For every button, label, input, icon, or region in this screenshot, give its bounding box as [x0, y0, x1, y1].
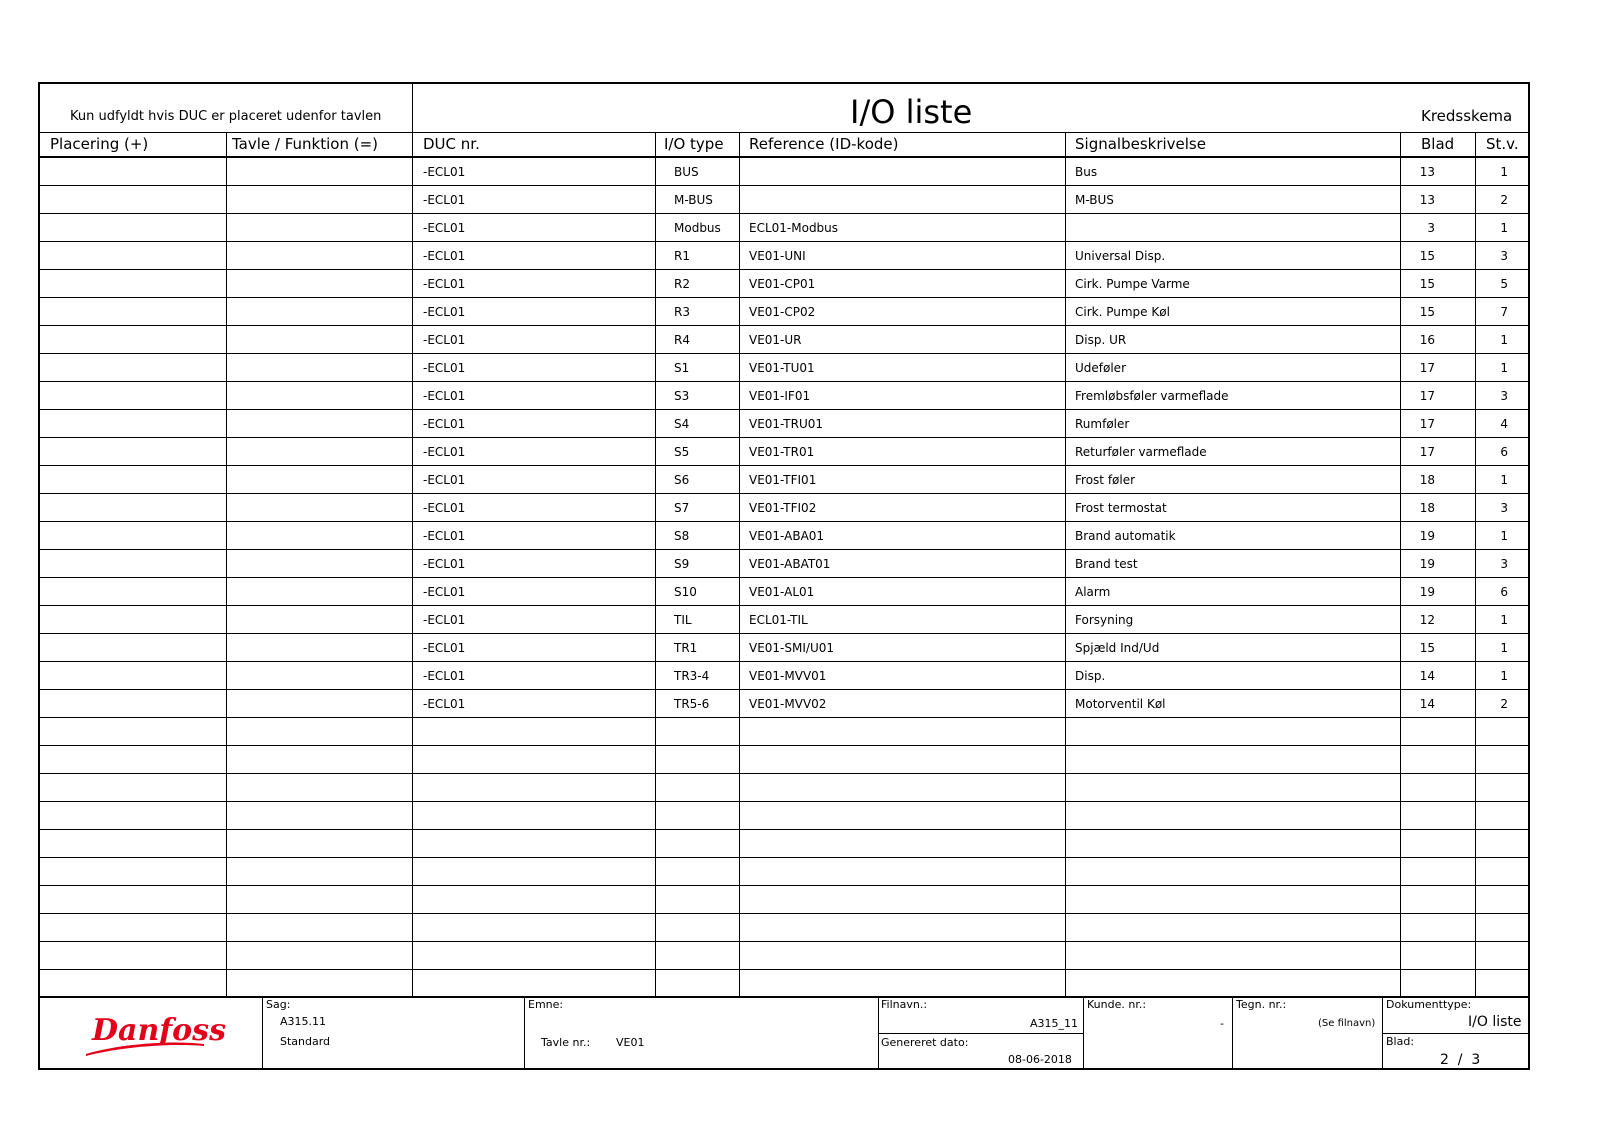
cell-reference: VE01-ABAT01 — [749, 557, 831, 571]
row-divider — [40, 913, 1528, 914]
cell-blad: 17 — [1419, 445, 1435, 459]
tb-divider-2 — [524, 996, 525, 1070]
cell-reference: VE01-SMI/U01 — [749, 641, 834, 655]
tegn-label: Tegn. nr.: — [1236, 998, 1287, 1011]
cell-io-type: S4 — [674, 417, 690, 431]
cell-stv: 3 — [1500, 249, 1508, 263]
row-divider — [40, 885, 1528, 886]
cell-blad: 13 — [1419, 165, 1435, 179]
cell-io-type: S10 — [674, 585, 697, 599]
cell-io-type: R4 — [674, 333, 690, 347]
cell-duc: -ECL01 — [423, 501, 466, 515]
cell-duc: -ECL01 — [423, 389, 466, 403]
row-divider — [40, 829, 1528, 830]
column-divider — [1400, 132, 1401, 997]
doktype-label: Dokumenttype: — [1386, 998, 1472, 1011]
cell-signal: Fremløbsføler varmeflade — [1075, 389, 1229, 403]
tb-mid-line-2 — [1382, 1033, 1528, 1034]
cell-blad: 19 — [1419, 585, 1435, 599]
row-divider — [40, 381, 1528, 382]
doktype-value: I/O liste — [1468, 1014, 1522, 1030]
col-header-tavle: Tavle / Funktion (=) — [232, 135, 379, 153]
row-divider — [40, 297, 1528, 298]
cell-stv: 1 — [1500, 333, 1508, 347]
emne-label: Emne: — [528, 998, 564, 1011]
cell-signal: Rumføler — [1075, 417, 1130, 431]
row-divider — [40, 577, 1528, 578]
cell-duc: -ECL01 — [423, 473, 466, 487]
cell-io-type: Modbus — [674, 221, 721, 235]
cell-signal: Alarm — [1075, 585, 1111, 599]
row-divider — [40, 801, 1528, 802]
cell-blad: 19 — [1419, 557, 1435, 571]
cell-duc: -ECL01 — [423, 277, 466, 291]
cell-stv: 2 — [1500, 193, 1508, 207]
cell-blad: 15 — [1419, 249, 1435, 263]
blad-value: 2 / 3 — [1440, 1052, 1481, 1068]
cell-duc: -ECL01 — [423, 221, 466, 235]
cell-reference: ECL01-TIL — [749, 613, 808, 627]
row-divider — [40, 185, 1528, 186]
danfoss-logo — [80, 1004, 226, 1060]
cell-io-type: TR5-6 — [674, 697, 710, 711]
cell-io-type: S5 — [674, 445, 690, 459]
cell-stv: 7 — [1500, 305, 1508, 319]
cell-io-type: BUS — [674, 165, 699, 179]
cell-blad: 18 — [1419, 473, 1435, 487]
cell-reference: VE01-TU01 — [749, 361, 815, 375]
cell-blad: 15 — [1419, 277, 1435, 291]
row-divider — [40, 857, 1528, 858]
cell-signal: Udeføler — [1075, 361, 1126, 375]
cell-blad: 18 — [1419, 501, 1435, 515]
cell-signal: Universal Disp. — [1075, 249, 1166, 263]
row-divider — [40, 493, 1528, 494]
cell-signal: Spjæld Ind/Ud — [1075, 641, 1160, 655]
row-divider — [40, 605, 1528, 606]
cell-io-type: S9 — [674, 557, 690, 571]
cell-reference: VE01-UNI — [749, 249, 806, 263]
cell-stv: 4 — [1500, 417, 1508, 431]
cell-io-type: TIL — [674, 613, 692, 627]
cell-stv: 1 — [1500, 165, 1508, 179]
cell-signal: Disp. UR — [1075, 333, 1127, 347]
cell-duc: -ECL01 — [423, 193, 466, 207]
cell-signal: Motorventil Køl — [1075, 697, 1166, 711]
cell-duc: -ECL01 — [423, 417, 466, 431]
column-divider — [739, 132, 740, 997]
row-divider — [40, 241, 1528, 242]
page-title: I/O liste — [850, 93, 973, 131]
cell-duc: -ECL01 — [423, 333, 466, 347]
cell-signal: Returføler varmeflade — [1075, 445, 1207, 459]
col-header-duc: DUC nr. — [423, 135, 480, 153]
filnavn-label: Filnavn.: — [881, 998, 928, 1011]
cell-signal: Disp. — [1075, 669, 1106, 683]
cell-stv: 1 — [1500, 613, 1508, 627]
filnavn-value: A315_11 — [1030, 1017, 1079, 1030]
column-divider — [1065, 132, 1066, 997]
cell-io-type: S1 — [674, 361, 690, 375]
cell-stv: 3 — [1500, 389, 1508, 403]
col-header-reference: Reference (ID-kode) — [749, 135, 899, 153]
row-divider — [40, 437, 1528, 438]
cell-blad: 17 — [1419, 389, 1435, 403]
cell-signal: Frost termostat — [1075, 501, 1167, 515]
cell-stv: 6 — [1500, 585, 1508, 599]
cell-blad: 15 — [1419, 305, 1435, 319]
sag-sub: Standard — [280, 1035, 331, 1048]
col-header-blad: Blad — [1421, 135, 1455, 153]
tb-divider-5 — [1232, 996, 1233, 1070]
cell-blad: 14 — [1419, 669, 1435, 683]
cell-reference: VE01-CP02 — [749, 305, 816, 319]
kunde-value: - — [1220, 1017, 1224, 1030]
cell-reference: VE01-MVV02 — [749, 697, 827, 711]
cell-blad: 17 — [1419, 417, 1435, 431]
cell-reference: VE01-CP01 — [749, 277, 816, 291]
cell-io-type: S3 — [674, 389, 690, 403]
column-header-bottom-line — [40, 156, 1528, 158]
col-header-io-type: I/O type — [664, 135, 724, 153]
cell-reference: VE01-UR — [749, 333, 802, 347]
cell-blad: 17 — [1419, 361, 1435, 375]
row-divider — [40, 969, 1528, 970]
column-divider — [655, 132, 656, 997]
cell-io-type: TR1 — [674, 641, 698, 655]
row-divider — [40, 353, 1528, 354]
row-divider — [40, 325, 1528, 326]
cell-io-type: R1 — [674, 249, 690, 263]
cell-io-type: S8 — [674, 529, 690, 543]
cell-duc: -ECL01 — [423, 557, 466, 571]
tegn-value: (Se filnavn) — [1318, 1018, 1376, 1029]
cell-reference: VE01-TR01 — [749, 445, 815, 459]
row-divider — [40, 213, 1528, 214]
cell-io-type: TR3-4 — [674, 669, 710, 683]
column-divider — [1475, 132, 1476, 997]
cell-io-type: R3 — [674, 305, 690, 319]
cell-stv: 1 — [1500, 473, 1508, 487]
tavle-value: VE01 — [616, 1036, 645, 1049]
col-header-signal: Signalbeskrivelse — [1075, 135, 1206, 153]
title-block-top-line — [40, 996, 1528, 998]
cell-stv: 1 — [1500, 221, 1508, 235]
cell-blad: 16 — [1419, 333, 1435, 347]
sag-value: A315.11 — [280, 1015, 327, 1028]
tb-mid-line-1 — [878, 1033, 1083, 1034]
cell-stv: 3 — [1500, 501, 1508, 515]
row-divider — [40, 465, 1528, 466]
io-list-sheet — [38, 82, 1530, 1070]
tavle-label: Tavle nr.: — [541, 1036, 591, 1049]
cell-duc: -ECL01 — [423, 305, 466, 319]
cell-signal: Cirk. Pumpe Køl — [1075, 305, 1170, 319]
cell-blad: 12 — [1419, 613, 1435, 627]
cell-duc: -ECL01 — [423, 361, 466, 375]
row-divider — [40, 549, 1528, 550]
kredsskema-label: Kredsskema — [1421, 107, 1513, 125]
genereret-value: 08-06-2018 — [1008, 1053, 1072, 1066]
row-divider — [40, 269, 1528, 270]
cell-signal: Brand test — [1075, 557, 1138, 571]
cell-stv: 1 — [1500, 361, 1508, 375]
cell-stv: 1 — [1500, 529, 1508, 543]
cell-duc: -ECL01 — [423, 697, 466, 711]
row-divider — [40, 633, 1528, 634]
cell-blad: 3 — [1427, 221, 1435, 235]
cell-blad: 19 — [1419, 529, 1435, 543]
cell-reference: ECL01-Modbus — [749, 221, 839, 235]
column-divider — [226, 132, 227, 997]
cell-duc: -ECL01 — [423, 613, 466, 627]
row-divider — [40, 521, 1528, 522]
row-divider — [40, 773, 1528, 774]
cell-signal: M-BUS — [1075, 193, 1114, 207]
cell-io-type: R2 — [674, 277, 690, 291]
cell-reference: VE01-IF01 — [749, 389, 811, 403]
cell-stv: 3 — [1500, 557, 1508, 571]
row-divider — [40, 745, 1528, 746]
tb-divider-4 — [1083, 996, 1084, 1070]
cell-io-type: S7 — [674, 501, 690, 515]
row-divider — [40, 717, 1528, 718]
cell-signal: Frost føler — [1075, 473, 1136, 487]
cell-reference: VE01-MVV01 — [749, 669, 827, 683]
logo-text: Danfoss — [92, 1013, 226, 1048]
cell-stv: 1 — [1500, 641, 1508, 655]
sag-label: Sag: — [266, 998, 291, 1011]
row-divider — [40, 941, 1528, 942]
cell-signal: Bus — [1075, 165, 1098, 179]
col-header-placering: Placering (+) — [50, 135, 149, 153]
header-bottom-line — [40, 132, 1528, 133]
cell-reference: VE01-TFI01 — [749, 473, 817, 487]
cell-io-type: M-BUS — [674, 193, 713, 207]
cell-duc: -ECL01 — [423, 445, 466, 459]
cell-stv: 6 — [1500, 445, 1508, 459]
cell-duc: -ECL01 — [423, 165, 466, 179]
cell-stv: 2 — [1500, 697, 1508, 711]
cell-stv: 5 — [1500, 277, 1508, 291]
tb-divider-1 — [262, 996, 263, 1070]
cell-stv: 1 — [1500, 669, 1508, 683]
cell-duc: -ECL01 — [423, 585, 466, 599]
cell-reference: VE01-TRU01 — [749, 417, 824, 431]
blad-label: Blad: — [1386, 1035, 1415, 1048]
cell-blad: 14 — [1419, 697, 1435, 711]
cell-duc: -ECL01 — [423, 529, 466, 543]
cell-blad: 15 — [1419, 641, 1435, 655]
row-divider — [40, 661, 1528, 662]
cell-reference: VE01-AL01 — [749, 585, 815, 599]
cell-signal: Forsyning — [1075, 613, 1134, 627]
genereret-label: Genereret dato: — [881, 1036, 969, 1049]
header-note: Kun udfyldt hvis DUC er placeret udenfor tavlen — [70, 109, 382, 124]
cell-reference: VE01-TFI02 — [749, 501, 817, 515]
row-divider — [40, 689, 1528, 690]
cell-reference: VE01-ABA01 — [749, 529, 825, 543]
column-divider — [412, 132, 413, 997]
col-header-stv: St.v. — [1486, 135, 1519, 153]
cell-duc: -ECL01 — [423, 669, 466, 683]
cell-signal: Brand automatik — [1075, 529, 1176, 543]
row-divider — [40, 409, 1528, 410]
cell-blad: 13 — [1419, 193, 1435, 207]
cell-duc: -ECL01 — [423, 249, 466, 263]
kunde-label: Kunde. nr.: — [1087, 998, 1147, 1011]
cell-signal: Cirk. Pumpe Varme — [1075, 277, 1190, 291]
cell-duc: -ECL01 — [423, 641, 466, 655]
cell-io-type: S6 — [674, 473, 690, 487]
